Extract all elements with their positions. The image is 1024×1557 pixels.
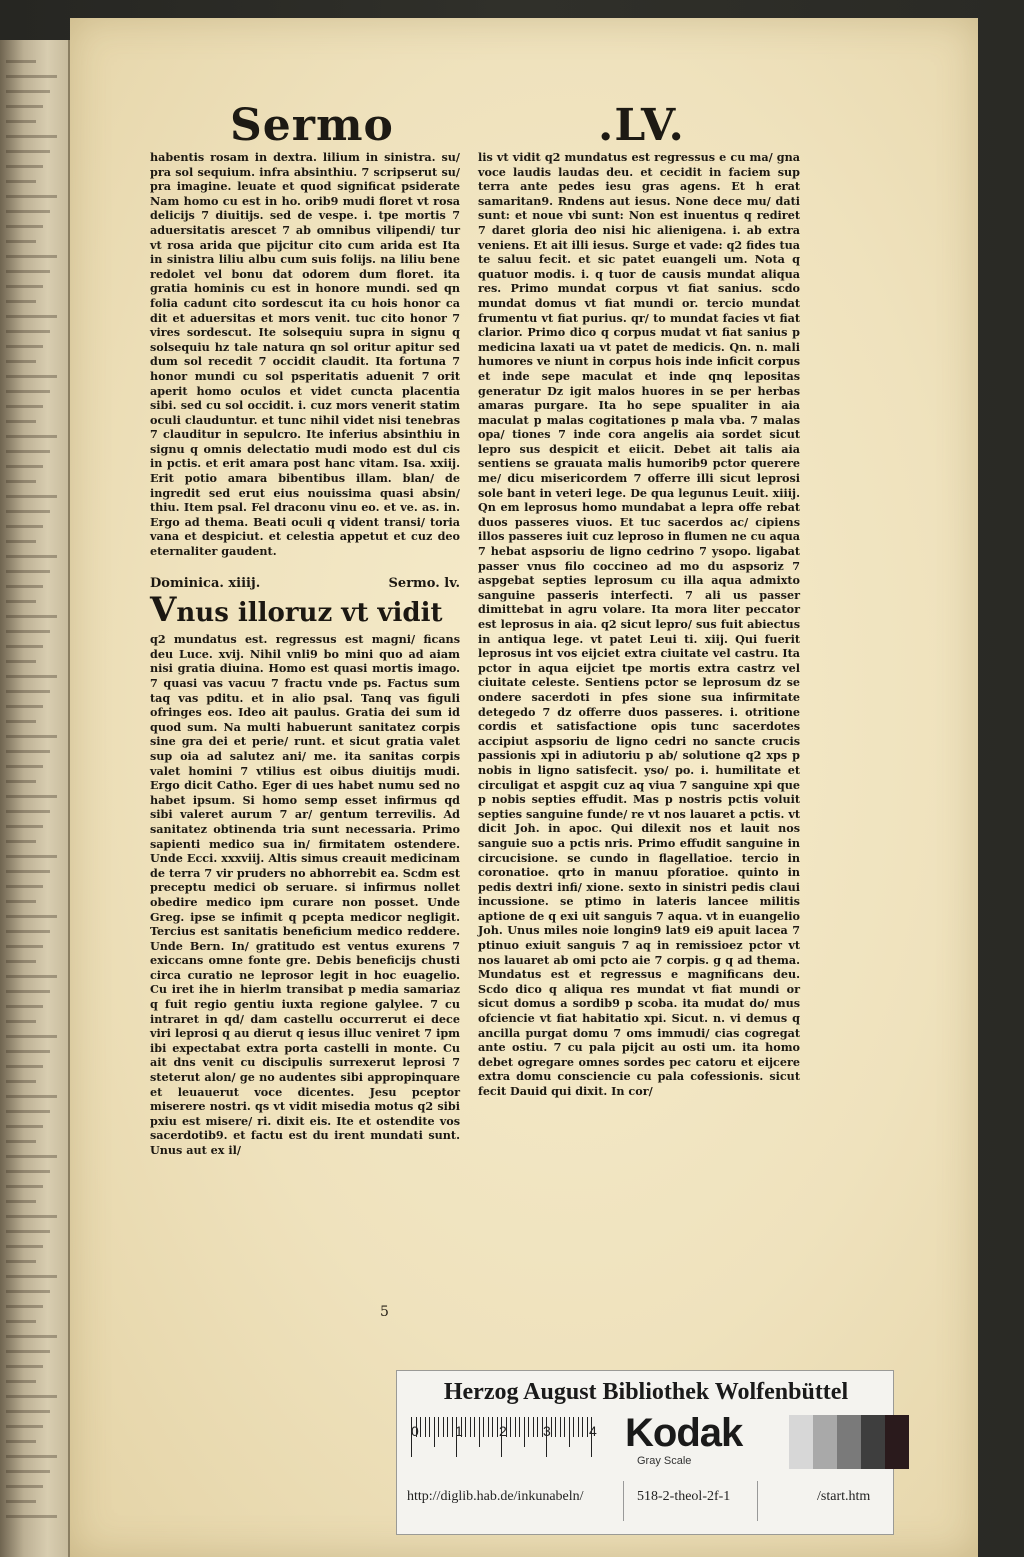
ghost-line [6, 270, 50, 273]
ghost-line [6, 1110, 50, 1113]
incipit-text: nus illoruz vt vidit [176, 598, 443, 629]
ghost-line [6, 555, 57, 558]
text-column-right [478, 150, 800, 1480]
ruler-tick [587, 1417, 588, 1437]
ruler-tick [510, 1417, 511, 1437]
ghost-line [6, 570, 50, 573]
ghost-line [6, 285, 43, 288]
ruler-tick [488, 1417, 489, 1437]
ghost-line [6, 1305, 43, 1308]
gray-swatch [861, 1415, 885, 1469]
ruler-number: 0 [411, 1423, 419, 1439]
initial-letter: V [150, 590, 177, 631]
ghost-line [6, 1290, 50, 1293]
ghost-line [6, 1485, 43, 1488]
ghost-line [6, 1080, 36, 1083]
ghost-line [6, 915, 57, 918]
ruler-tick [452, 1417, 453, 1437]
ghost-line [6, 1035, 57, 1038]
running-head-right: .LV. [598, 100, 685, 151]
gray-scale-label: Gray Scale [637, 1455, 692, 1467]
ruler-tick [492, 1417, 493, 1437]
sermon-incipit [150, 590, 460, 631]
ghost-line [6, 1275, 57, 1278]
ghost-line [6, 1425, 43, 1428]
ghost-line [6, 60, 36, 63]
ghost-line [6, 885, 43, 888]
ghost-line [6, 405, 43, 408]
ghost-line [6, 135, 57, 138]
ghost-line [6, 420, 36, 423]
ruler-tick [443, 1417, 444, 1437]
ghost-line [6, 1005, 43, 1008]
ghost-line [6, 120, 36, 123]
ruler-tick [528, 1417, 529, 1437]
previous-leaf-edge [0, 40, 70, 1557]
ghost-line [6, 705, 43, 708]
ghost-line [6, 225, 43, 228]
ruler-tick [560, 1417, 561, 1437]
ruler-tick [578, 1417, 579, 1437]
ghost-line [6, 525, 43, 528]
ruler-tick [537, 1417, 538, 1437]
ghost-line [6, 735, 57, 738]
ruler-tick [533, 1417, 534, 1437]
ghost-line [6, 780, 36, 783]
ghost-line [6, 1500, 36, 1503]
ghost-line [6, 1230, 50, 1233]
ruler-tick [429, 1417, 430, 1437]
ghost-line [6, 720, 36, 723]
ruler-tick [465, 1417, 466, 1437]
ghost-line [6, 180, 36, 183]
ruler-tick [425, 1417, 426, 1437]
text-column-left [150, 150, 460, 1230]
ghost-line [6, 240, 36, 243]
ruler-tick [564, 1417, 565, 1437]
ruler-number: 1 [455, 1423, 463, 1439]
ruler-tick [524, 1417, 525, 1447]
ghost-line [6, 1260, 36, 1263]
ghost-line [6, 855, 57, 858]
ghost-line [6, 1470, 50, 1473]
ghost-line [6, 615, 57, 618]
sermon-heading-number: Sermo. lv. [388, 575, 460, 591]
ghost-line [6, 750, 50, 753]
ghost-line [6, 315, 57, 318]
ghost-line [6, 990, 50, 993]
ghost-line [6, 660, 36, 663]
ghost-line [6, 465, 43, 468]
ghost-line [6, 840, 36, 843]
ghost-line [6, 480, 36, 483]
ghost-line [6, 600, 36, 603]
ghost-line [6, 1335, 57, 1338]
ghost-line [6, 795, 57, 798]
ruler-tick [515, 1417, 516, 1437]
ruler-tick [519, 1417, 520, 1437]
ghost-line [6, 540, 36, 543]
url-row [397, 1481, 895, 1525]
ghost-line [6, 810, 50, 813]
ghost-line [6, 105, 43, 108]
running-head-left: Sermo [230, 100, 394, 151]
ghost-line [6, 1365, 43, 1368]
ruler-tick [483, 1417, 484, 1437]
sermon-heading-dominica: Dominica. xiiij. [150, 575, 261, 591]
ghost-line [6, 1440, 36, 1443]
ghost-line [6, 1155, 57, 1158]
ghost-line [6, 630, 50, 633]
url-base: http://diglib.hab.de/inkunabeln/ [407, 1489, 584, 1504]
gray-swatch [789, 1415, 813, 1469]
ghost-line [6, 360, 36, 363]
ghost-line [6, 90, 50, 93]
ghost-line [6, 960, 36, 963]
ghost-line [6, 930, 50, 933]
ruler-tick [569, 1417, 570, 1447]
ghost-line [6, 1320, 36, 1323]
ghost-line [6, 1455, 57, 1458]
ghost-line [6, 975, 57, 978]
library-name: Herzog August Bibliothek Wolfenbüttel [443, 1379, 849, 1405]
ghost-line [6, 195, 57, 198]
ruler-tick [447, 1417, 448, 1437]
ghost-line [6, 495, 57, 498]
ghost-line [6, 330, 50, 333]
paragraph: habentis rosam in dextra. lilium in sinistra. su/ pra sol sequium. infra absinthiu. 7 scripserut su/ pra imagine. leuate et quod significat psiderate Nam homo cu est in ho. orib9 mudi floret vt rosa delicijs 7 diuitijs. sed de vespe. i. tpe mortis 7 aduersitatis arescet 7 ab omnibus vilipendi/ tur vt rosa arida que pijcitur cito cum arida est Ita in sinistra liliu albu cum suis folijs. na liliu bene redolet vel bonu dat odorem dum floret. ita gratia hominis cu est in honore mundi. sed qn folia cadunt cito sordescut ita cu hois honor ca dit et aduersitas et mors venit. tuc cito honor 7 vires sordescut. Ite solsequiu supra in signu q solsequiu hz tale natura qn sol oritur apitur sed dum sol recedit 7 occidit claudit. Ita fortuna 7 honor mundi cu sol psperitatis aduenit 7 orit aperit homo oculos et videt cuncta placentia sibi. sed cu sol occidit. i. cuz mors venerit statim oculi clauduntur. et tunc nihil videt nisi tenebras 7 clauditur in sepulcro. Ite inferius absinthiu in signu q omnis delectatio mudi modo est dul cis in pctis. et erit amara post hanc vitam. Isa. xxiij. Erit potio amara bibentibus illam. blan/ de ingredit sed erut eius nouissima quasi absin/ thiu. Item psal. Fel draconu vinu eo. et ve. as. in. Ergo ad thema. Beati oculi q vident transi/ toria vana et despiciut. et celestia appetut et cuz deo eternaliter gaudent. [150, 150, 460, 559]
ghost-line [6, 1410, 50, 1413]
ghost-line [6, 1395, 57, 1398]
ruler-number: 3 [543, 1423, 551, 1439]
ruler-tick [479, 1417, 480, 1447]
ghost-line [6, 210, 50, 213]
ghost-line [6, 825, 43, 828]
ghost-line [6, 900, 36, 903]
ghost-line [6, 375, 57, 378]
ghost-line [6, 645, 43, 648]
ruler-tick [573, 1417, 574, 1437]
ruler-number: 4 [589, 1423, 597, 1439]
ghost-line [6, 1125, 43, 1128]
ghost-line [6, 345, 43, 348]
ghost-line [6, 150, 50, 153]
ghost-line [6, 510, 50, 513]
url-shelfmark: 518-2-theol-2f-1 [637, 1489, 731, 1504]
ghost-line [6, 1350, 50, 1353]
kodak-logo: Kodak [625, 1411, 743, 1455]
ruler-tick [474, 1417, 475, 1437]
paragraph: lis vt vidit q2 mundatus est regressus e cu ma/ gna voce laudis laudas deu. et cecidit in faciem sup terra ante pedes iesu gras agens. Et h erat samaritan9. Rndens aut iesus. None dece mu/ dati sunt: et noue vbi sunt: Non est inuentus q rediret 7 daret gloria deo nisi hic alienigena. i. ab extra veniens. Et ait illi iesus. Surge et vade: q2 fides tua te saluu fecit. et sic patet euangeli um. Nota q quatuor modis. i. q tuor de causis mundat aliqua res. Primo mundat corpus vt fiat sanius. scdo mundat domus vt fiat mundi or. tercio mundat frumentu vt fiat purius. qr/ to mundat facies vt fiat clarior. Primo dico q corpus mudat vt fiat sanius p medicina laxati ua vt patet de medicis. Qn. n. mali humores ve niunt in corpus hois inde inficit corpus et inde sepe maculat et inde qnq lepositas generatur Dz igit malos huores in se per herbas amaras purgare. Ita ho sepe spualiter in aia maculat p malas cogitationes p mala vba. 7 malas opa/ tiones 7 inde cora angelis aia sordet sicut lepro sus despicit et eiicit. Debet ait talis aia sentiens se grauata malis humorib9 pctor querere me/ dicu misericordem 7 offerre illi sicut leprosi sole bant in veteri lege. De qua legunus Leuit. xiiij. Qn em leprosus homo mundabat a lepra offe rebat duos passeres viuos. Et tuc sacerdos ac/ cipiens illos passeres iuit cuz leproso in flumen ne cu aqua 7 hebat aspsoriu de ligno cedrino 7 ysopo. ligabat passer vnus filo coccineo ad mo du aspsoriz 7 aspgebat septies leprosum cu illa aqua admixto sanguine passeris interfecti. 7 ali us passer dimittebat in agru volare. Ita mora liter peccator est leprosus in aia. q2 sicut lepro/ sus fuit abiectus in antiqua lege. vt patet Leui ti. xiij. Qui fuerit leprosus int vos eijciet extra ciuitate vel castru. Ita pctor in aqua eijciet tpe mortis extra castrz vel ciuitate celeste. Sentiens pctor se leprosum dz se ondere sacerdoti in pfes sione sua infirmitate detegedo 7 dz offerre duos passeres. i. otritione cordis et satisfactione opis tunc sacerdotes accipiut aspsoriu de ligno cedri no sancte crucis passionis xpi in adiutoriu p ab/ solutione q2 xps p nobis in ligno satisfecit. yso/ po. i. humilitate et circuligat et aspgit cuz aq viua 7 sanguine xpi que p nobis septies effudit. Mas p nostris pctis voluit septies sanguine funde/ re vt nos lauaret a pctis. vt dicit Joh. in apoc. Qui dilexit nos et lauit nos sanguie suo a pctis nris. Primo effudit sanguine in circucisione. se cundo in flagellatioe. tercio in coronatioe. qrto in manuu pforatioe. quinto in pedis dextri infi/ xione. sexto in sinistri pedis claui incussione. se ptimo in lateris lancee militis aptione de q exi uit sanguis 7 aqua. vt in euangelio Joh. Unus miles noie longin9 lat9 ei9 apuit lacea 7 ptinuo exiuit sanguis 7 aq in remissioez pctor vt nos lauaret ab omi pcto aie 7 corpis. g q ad thema. Mundatus est et regressus e magnificans deu. Scdo dico q aliqua res mundat vt fiat mundi or sicut domus a sordib9 p scoba. ita mudat do/ mus ofciencie vt fiat habitatio xpi. Sicut. n. vi demus q ancilla purgat domu 7 oms immudi/ cias cogregat ante ostiu. 7 cu pala pijcit au osti um. ita homo debet ogregare omnes sordes pec catoru et eijcere extra domu consciencie cu pala cofessionis. sicut fecit Dauid qui dixit. In cor/ [478, 150, 800, 1098]
ghost-line [6, 870, 50, 873]
ghost-line [6, 1140, 36, 1143]
ghost-line [6, 435, 57, 438]
ghost-line [6, 75, 57, 78]
gray-scale-swatches [789, 1415, 909, 1469]
ghost-line [6, 1095, 57, 1098]
ghost-line [6, 300, 36, 303]
ghost-line [6, 945, 43, 948]
ghost-line [6, 1380, 36, 1383]
ruler-tick [582, 1417, 583, 1437]
ghost-line [6, 450, 50, 453]
url-suffix: /start.htm [817, 1489, 871, 1504]
ghost-line [6, 1200, 36, 1203]
ghost-line [6, 1170, 50, 1173]
ghost-line [6, 390, 50, 393]
ruler-tick [420, 1417, 421, 1437]
ruler-tick [555, 1417, 556, 1437]
ghost-line [6, 1020, 36, 1023]
page-mark: 5 [380, 1304, 389, 1320]
ghost-line [6, 690, 50, 693]
calibration-card [396, 1370, 894, 1535]
ghost-line [6, 585, 43, 588]
ruler-tick [497, 1417, 498, 1437]
ghost-line [6, 255, 57, 258]
ruler-tick [470, 1417, 471, 1437]
ruler [407, 1417, 609, 1461]
ghost-line [6, 765, 43, 768]
ruler-number: 2 [499, 1423, 507, 1439]
ghost-line [6, 1215, 57, 1218]
ghost-line [6, 1245, 43, 1248]
ghost-line [6, 165, 43, 168]
book-page [70, 18, 978, 1557]
sermon-heading [150, 577, 460, 592]
gray-swatch [837, 1415, 861, 1469]
ghost-line [6, 1185, 43, 1188]
divider [757, 1481, 758, 1521]
paragraph: q2 mundatus est. regressus est magni/ ficans deu Luce. xvij. Nihil vnli9 bo mini quo ad aiam nisi gratia diuina. Homo est quasi mortis imago. 7 quasi vas vacuu 7 fractu vnde ps. Factus sum taq vas pditu. et in alio psal. Tanq vas figuli ofringes eos. Ideo ait paulus. Gratia dei sum id quod sum. Na multi habuerunt sanitatez corpis sine gra dei et perie/ runt. et sicut gratia valet sup oia ad salutez ani/ me. ita sanitas corpis valet homini 7 vtilius est oibus diuitijs mudi. Ergo dicit Catho. Eger di ues habet numu sed no habet ipsum. Si homo semp esset infirmus qd sibi valeret aurum 7 ar/ gentum terrevilis. Ad sanitatez obtinenda tria sunt necessaria. Primo sapienti medico sua in/ firmitatem ostendere. Unde Ecci. xxxviij. Altis simus creauit medicinam de terra 7 vir pruders no abhorrebit ea. Scdm est preceptu medici ob seruare. si infirmus nollet obedire medico ipm curare non posset. Unde Greg. ipse se infimit q pcepta medicor negligit. Tercius est sanitatis beneficium medico reddere. Unde Bern. In/ gratitudo est ventus exurens 7 exiccans omne fonte gre. Debis beneficijs chusti circa curatio ne leprosor legit in hoc euagelio. Cu iret ihe in hierlm transibat p media samariaz q fuit regio gentiu iuxta regione galylee. 7 cu intraret in qd/ dam castellu occurrerut ei dece viri leprosi q au dierut q iesus illuc veniret 7 ipm ibi expectabat extra porta castelli in monte. Cu ait dns venit cu discipulis surrexerut leprosi 7 steterut alon/ ge no audentes sibi appropinquare et leuauerut voce dicentes. Jesu pceptor miserere nostri. qs vt vidit misedia motus q2 sibi pxiu est misere/ ri. dixit eis. Ite et ostendite vos sacerdotib9. et factu est du irent mundati sunt. Unus aut ex il/ [150, 632, 460, 1157]
ghost-line [6, 1515, 57, 1518]
ghost-line [6, 1050, 50, 1053]
gray-swatch [813, 1415, 837, 1469]
divider [623, 1481, 624, 1521]
ghost-line [6, 675, 57, 678]
gray-swatch [885, 1415, 909, 1469]
ghost-line [6, 1065, 43, 1068]
ruler-tick [434, 1417, 435, 1447]
ruler-tick [438, 1417, 439, 1437]
